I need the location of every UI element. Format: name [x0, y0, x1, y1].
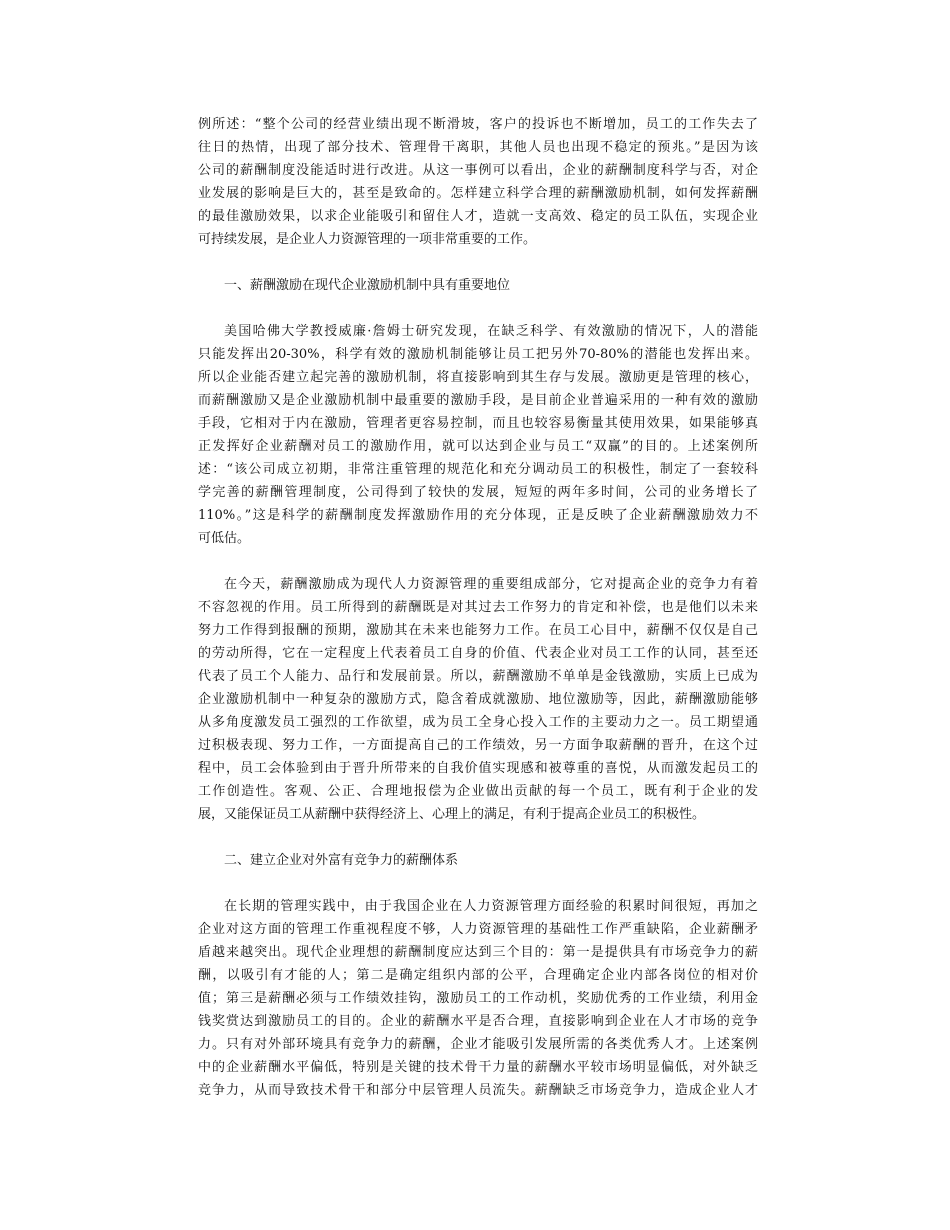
document-page — [198, 113, 758, 1102]
paragraph-line: 例所述：“整个公司的经营业绩出现不断滑坡，客户的投诉也不断增加，员工的工作失去了 — [198, 117, 758, 132]
section-heading-1: 一、薪酬激励在现代企业激励机制中具有重要地位 — [224, 278, 511, 293]
paragraph-line: 在长期的管理实践中，由于我国企业在人力资源管理方面经验的积累时间很短，再加之 — [224, 899, 758, 914]
paragraph-line: 程中，员工会体验到由于晋升所带来的自我价值实现感和被尊重的喜悦，从而激发起员工的 — [198, 761, 758, 776]
paragraph-line: 力。只有对外部环境具有竞争力的薪酬，企业才能吸引发展所需的各类优秀人才。上述案例 — [198, 1037, 758, 1052]
paragraph-gap — [198, 872, 758, 895]
paragraph-line: 公司的薪酬制度没能适时进行改进。从这一事例可以看出，企业的薪酬制度科学与否，对企 — [198, 163, 758, 178]
paragraph-line: 所以企业能否建立起完善的激励机制，将直接影响到其生存与发展。激励更是管理的核心， — [198, 370, 758, 385]
paragraph-line: 从多角度激发员工强烈的工作欲望，成为员工全身心投入工作的主要动力之一。员工期望通 — [198, 715, 758, 730]
paragraph-line: 往日的热情，出现了部分技术、管理骨干离职，其他人员也出现不稳定的预兆。”是因为该 — [198, 140, 758, 155]
paragraph-line: 可低估。 — [198, 531, 251, 546]
paragraph-line: 展，又能保证员工从薪酬中获得经济上、心理上的满足，有利于提高企业员工的积极性。 — [198, 807, 706, 822]
paragraph-line: 正发挥好企业薪酬对员工的激励作用，就可以达到企业与员工“双赢”的目的。上述案例所 — [198, 439, 758, 454]
paragraph-line: 110%。”这是科学的薪酬制度发挥激励作用的充分体现，正是反映了企业薪酬激励效力不 — [198, 508, 758, 523]
paragraph-line: 工作创造性。客观、公正、合理地报偿为企业做出贡献的每一个员工，既有利于企业的发 — [198, 784, 758, 799]
paragraph-2 — [198, 320, 758, 550]
paragraph-line: 学完善的薪酬管理制度，公司得到了较快的发展，短短的两年多时间，公司的业务增长了 — [198, 485, 758, 500]
paragraph-line: 企业激励机制中一种复杂的激励方式，隐含着成就激励、地位激励等，因此，薪酬激励能够 — [198, 692, 758, 707]
paragraph-line: 不容忽视的作用。员工所得到的薪酬既是对其过去工作努力的肯定和补偿，也是他们以未来 — [198, 600, 758, 615]
paragraph-line: 在今天，薪酬激励成为现代人力资源管理的重要组成部分，它对提高企业的竞争力有着 — [224, 577, 758, 592]
paragraph-gap — [198, 550, 758, 573]
paragraph-line: 中的企业薪酬水平偏低，特别是关键的技术骨干力量的薪酬水平较市场明显偏低，对外缺乏 — [198, 1060, 758, 1075]
paragraph-4 — [198, 895, 758, 1102]
paragraph-line: 可持续发展，是企业人力资源管理的一项非常重要的工作。 — [198, 232, 537, 247]
paragraph-line: 述：“该公司成立初期，非常注重管理的规范化和充分调动员工的积极性，制定了一套较科 — [198, 462, 758, 477]
paragraph-line: 业发展的影响是巨大的，甚至是致命的。怎样建立科学合理的薪酬激励机制，如何发挥薪酬 — [198, 186, 758, 201]
paragraph-line: 代表了员工个人能力、品行和发展前景。所以，薪酬激励不单单是金钱激励，实质上已成为 — [198, 669, 758, 684]
paragraph-gap — [198, 297, 758, 320]
paragraph-line: 的最佳激励效果，以求企业能吸引和留住人才，造就一支高效、稳定的员工队伍，实现企业 — [198, 209, 758, 224]
paragraph-3 — [198, 573, 758, 826]
paragraph-line: 酬，以吸引有才能的人；第二是确定组织内部的公平，合理确定企业内部各岗位的相对价 — [198, 968, 758, 983]
paragraph-line: 美国哈佛大学教授威廉·詹姆士研究发现，在缺乏科学、有效激励的情况下，人的潜能 — [224, 324, 758, 339]
paragraph-line: 竞争力，从而导致技术骨干和部分中层管理人员流失。薪酬缺乏市场竞争力，造成企业人才 — [198, 1083, 758, 1098]
paragraph-line: 的劳动所得，它在一定程度上代表着员工自身的价值、代表企业对员工工作的认同，甚至还 — [198, 646, 758, 661]
paragraph-line: 努力工作得到报酬的预期，激励其在未来也能努力工作。在员工心目中，薪酬不仅仅是自己 — [198, 623, 758, 638]
paragraph-line: 盾越来越突出。现代企业理想的薪酬制度应达到三个目的：第一是提供具有市场竞争力的薪 — [198, 945, 758, 960]
paragraph-line: 值；第三是薪酬必须与工作绩效挂钩，激励员工的工作动机，奖励优秀的工作业绩，利用金 — [198, 991, 758, 1006]
paragraph-line: 钱奖赏达到激励员工的目的。企业的薪酬水平是否合理，直接影响到企业在人才市场的竞争 — [198, 1014, 758, 1029]
paragraph-line: 过积极表现、努力工作，一方面提高自己的工作绩效，另一方面争取薪酬的晋升，在这个过 — [198, 738, 758, 753]
paragraph-gap — [198, 826, 758, 849]
paragraph-line: 企业对这方面的管理工作重视程度不够，人力资源管理的基础性工作严重缺陷，企业薪酬矛 — [198, 922, 758, 937]
section-heading-2: 二、建立企业对外富有竞争力的薪酬体系 — [224, 853, 459, 868]
paragraph-line: 只能发挥出20-30%，科学有效的激励机制能够让员工把另外70-80%的潜能也发挥出来。 — [198, 347, 758, 362]
paragraph-line: 手段，它相对于内在激励，管理者更容易控制，而且也较容易衡量其使用效果，如果能够真 — [198, 416, 758, 431]
intro-paragraph — [198, 113, 758, 251]
paragraph-line: 而薪酬激励又是企业激励机制中最重要的激励手段，是目前企业普遍采用的一种有效的激励 — [198, 393, 758, 408]
paragraph-gap — [198, 251, 758, 274]
